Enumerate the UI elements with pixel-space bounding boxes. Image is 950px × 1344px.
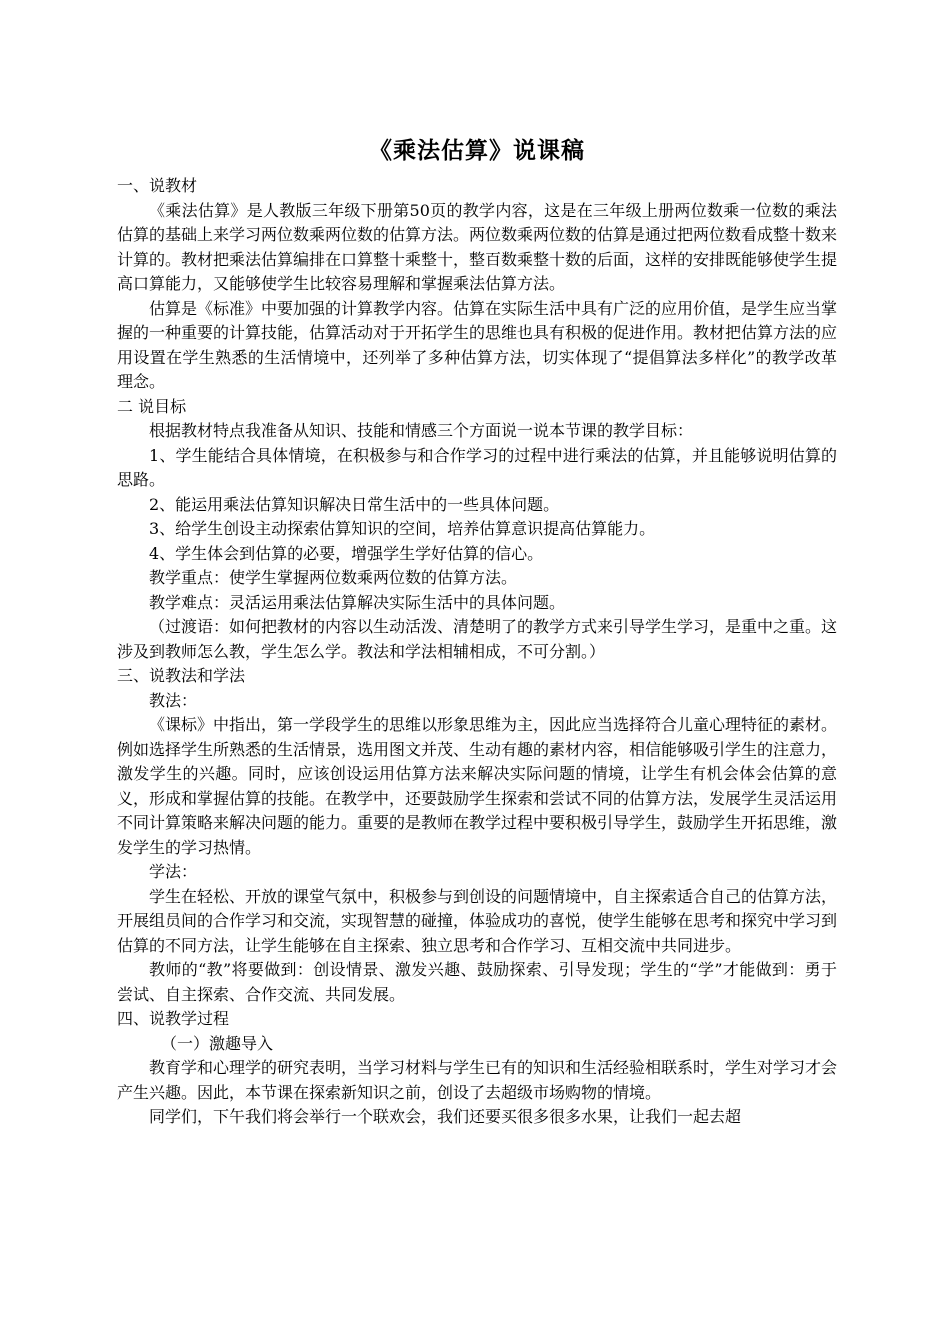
transition-note: （过渡语：如何把教材的内容以生动活泼、清楚明了的教学方式来引导学生学习，是重中之重。这涉及到教师怎么教，学生怎么学。教法和学法相辅相成，不可分割。） bbox=[117, 617, 838, 661]
paragraph: 教育学和心理学的研究表明，当学习材料与学生已有的知识和生活经验相联系时，学生对学习才会产生兴趣。因此，本节课在探索新知识之前，创设了去超级市场购物的情境。 bbox=[117, 1058, 838, 1102]
document-title: 《乘法估算》说课稿 bbox=[369, 138, 585, 164]
paragraph: 估算是《标准》中要加强的计算教学内容。估算在实际生活中具有广泛的应用价值，是学生应当掌握的一种重要的计算技能，估算活动对于开拓学生的思维也具有积极的促进作用。教材把估算方法的应用设置在学生熟悉的生活情境中，还列举了多种估算方法，切实体现了“提倡算法多样化”的教学改革理念。 bbox=[117, 298, 838, 391]
objective-item: 3、给学生创设主动探索估算知识的空间，培养估算意识提高估算能力。 bbox=[149, 519, 656, 538]
paragraph: 教法： bbox=[149, 690, 198, 710]
document-body bbox=[117, 174, 837, 1130]
paragraph: 教师的“教”将要做到：创设情景、激发兴趣、鼓励探索、引导发现；学生的“学”才能做到：勇于尝试、自主探索、合作交流、共同发展。 bbox=[117, 960, 837, 1004]
section-heading-process: 四、说教学过程 bbox=[117, 1009, 230, 1028]
difficult-point: 教学难点：灵活运用乘法估算解决实际生活中的具体问题。 bbox=[149, 592, 566, 612]
subsection-heading: （一）激趣导入 bbox=[161, 1033, 274, 1053]
key-point: 教学重点：使学生掌握两位数乘两位数的估算方法。 bbox=[149, 568, 518, 587]
paragraph: 学生在轻松、开放的课堂气氛中，积极参与到创设的问题情境中，自主探索适合自己的估算方法，开展组员间的合作学习和交流，实现智慧的碰撞，体验成功的喜悦，使学生能够在思考和探究中学习到估算的不同方法，让学生能够在自主探索、独立思考和合作学习、互相交流中共同进步。 bbox=[117, 886, 838, 955]
paragraph: 同学们，下午我们将会举行一个联欢会，我们还要买很多很多水果，让我们一起去超 bbox=[149, 1107, 742, 1126]
paragraph: 学法： bbox=[149, 862, 198, 881]
section-heading-objectives: 二 说目标 bbox=[117, 396, 187, 416]
objective-item: 4、学生体会到估算的必要，增强学生学好估算的信心。 bbox=[149, 543, 544, 563]
paragraph: 《课标》中指出，第一学段学生的思维以形象思维为主，因此应当选择符合儿童心理特征的素材。例如选择学生所熟悉的生活情景，选用图文并茂、生动有趣的素材内容，相信能够吸引学生的注意力，激发学生的兴趣。同时，应该创设运用估算方法来解决实际问题的情境，让学生有机会体会估算的意义，形成和掌握估算的技能。在教学中，还要鼓励学生探索和尝试不同的估算方法，发展学生灵活运用不同计算策略来解决问题的能力。重要的是教师在教学过程中要积极引导学生，鼓励学生开拓思维，激发学生的学习热情。 bbox=[117, 715, 838, 857]
objective-item: 1、学生能结合具体情境，在积极参与和合作学习的过程中进行乘法的估算，并且能够说明估算的思路。 bbox=[117, 445, 837, 489]
paragraph: 根据教材特点我准备从知识、技能和情感三个方面说一说本节课的教学目标： bbox=[149, 421, 694, 440]
objective-item: 2、能运用乘法估算知识解决日常生活中的一些具体问题。 bbox=[149, 494, 560, 514]
paragraph: 《乘法估算》是人教版三年级下册第50页的教学内容，这是在三年级上册两位数乘一位数的乘法估算的基础上来学习两位数乘两位数的估算方法。两位数乘两位数的估算是通过把两位数看成整十数来计算的。教材把乘法估算编排在口算整十乘整十，整百数乘整十数的后面，这样的安排既能够使学生提高口算能力，又能够使学生比较容易理解和掌握乘法估算方法。 bbox=[117, 200, 838, 293]
section-heading-methods: 三、说教法和学法 bbox=[117, 666, 246, 685]
section-heading-teaching-material: 一、说教材 bbox=[117, 176, 198, 195]
